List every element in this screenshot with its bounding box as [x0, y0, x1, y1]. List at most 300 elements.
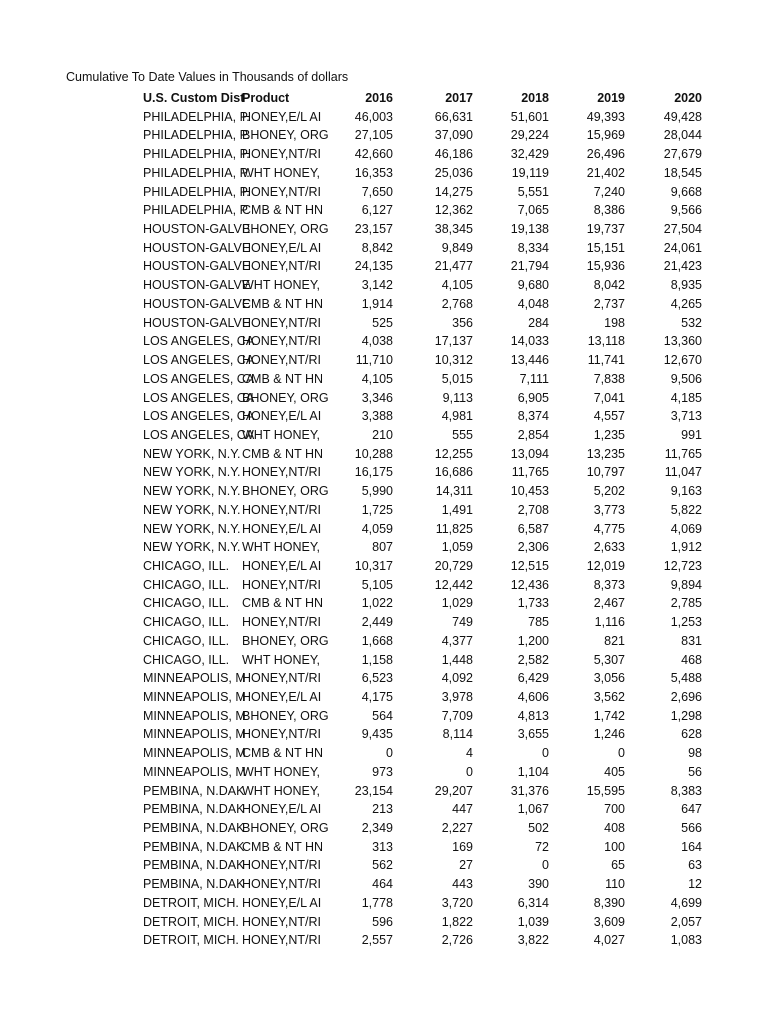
cell-value: 10,797 [586, 465, 625, 480]
cell-value: 42,660 [354, 147, 393, 162]
cell-value: 2,449 [361, 615, 393, 630]
cell-value: 27,679 [663, 147, 702, 162]
cell-value: 31,376 [510, 783, 549, 798]
cell-value: 628 [681, 727, 702, 742]
cell-value: 562 [372, 858, 393, 873]
cell-value: 29,207 [434, 783, 473, 798]
cell-dist: NEW YORK, N.Y. [143, 502, 241, 517]
cell-value: 7,111 [519, 371, 549, 386]
cell-value: 4 [466, 746, 473, 761]
cell-dist: DETROIT, MICH. [143, 914, 239, 929]
cell-dist: PEMBINA, N.DAK [143, 839, 245, 854]
cell-value: 29,224 [510, 128, 549, 143]
cell-product: HONEY,E/L AI [242, 895, 322, 910]
cell-value: 8,390 [593, 895, 625, 910]
cell-value: 5,551 [517, 184, 549, 199]
cell-value: 32,429 [510, 147, 549, 162]
cell-value: 49,428 [663, 109, 702, 124]
cell-value: 1,742 [593, 708, 625, 723]
cell-value: 807 [372, 540, 393, 555]
cell-dist: DETROIT, MICH. [143, 933, 239, 948]
table-caption: Cumulative To Date Values in Thousands of dollars [66, 70, 349, 84]
cell-value: 4,105 [441, 278, 473, 293]
cell-value: 4,092 [441, 671, 473, 686]
cell-value: 1,448 [441, 652, 473, 667]
cell-value: 4,606 [517, 690, 549, 704]
cell-product: BHONEY, ORG [242, 128, 329, 143]
cell-value: 8,042 [593, 278, 625, 293]
cell-value: 502 [528, 821, 549, 836]
cell-value: 0 [618, 746, 625, 761]
cell-value: 0 [386, 746, 393, 761]
cell-value: 51,601 [510, 109, 549, 124]
cell-value: 164 [681, 839, 702, 854]
cell-dist: MINNEAPOLIS, M [143, 690, 246, 704]
cell-value: 24,135 [354, 259, 393, 274]
cell-value: 6,429 [517, 671, 549, 686]
cell-value: 4,775 [593, 521, 625, 536]
cell-value: 16,686 [434, 465, 473, 480]
cell-value: 2,227 [441, 821, 473, 836]
cell-dist: NEW YORK, N.Y. [143, 465, 241, 480]
cell-value: 37,090 [434, 128, 473, 143]
cell-value: 700 [604, 802, 625, 817]
cell-value: 4,175 [361, 690, 393, 704]
cell-value: 5,488 [670, 671, 702, 686]
cell-value: 973 [372, 764, 393, 779]
cell-value: 15,936 [586, 259, 625, 274]
cell-value: 443 [452, 877, 473, 892]
cell-product: HONEY,E/L AI [242, 802, 322, 817]
cell-value: 15,595 [586, 783, 625, 798]
cell-value: 10,317 [354, 558, 393, 573]
cell-product: HONEY,NT/RI [242, 933, 321, 948]
cell-value: 1,039 [517, 914, 549, 929]
cell-value: 11,047 [664, 465, 702, 480]
cell-value: 3,142 [361, 278, 393, 293]
cell-dist: PHILADELPHIA, P. [143, 128, 250, 143]
cell-value: 8,373 [593, 577, 625, 592]
cell-dist: NEW YORK, N.Y. [143, 446, 241, 461]
cell-value: 49,393 [586, 109, 625, 124]
cell-value: 46,186 [434, 147, 473, 162]
cell-value: 1,059 [441, 540, 473, 555]
cell-value: 3,388 [361, 409, 393, 424]
cell-value: 2,349 [361, 821, 393, 836]
cell-value: 1,298 [670, 708, 702, 723]
cell-value: 2,737 [593, 296, 625, 311]
cell-product: HONEY,E/L AI [242, 521, 322, 536]
cell-value: 9,506 [670, 371, 702, 386]
cell-value: 12,255 [434, 446, 473, 461]
cell-value: 9,163 [670, 484, 702, 499]
cell-value: 28,044 [663, 128, 702, 143]
cell-value: 1,778 [361, 895, 393, 910]
cell-product: BHONEY, ORG [242, 222, 329, 237]
cell-dist: NEW YORK, N.Y. [143, 484, 241, 499]
cell-value: 14,275 [434, 184, 473, 199]
cell-value: 14,033 [510, 334, 549, 349]
cell-value: 16,175 [354, 465, 393, 480]
cell-dist: PEMBINA, N.DAK [143, 877, 245, 892]
cell-value: 4,048 [517, 296, 549, 311]
cell-value: 596 [372, 914, 393, 929]
cell-value: 2,057 [670, 914, 702, 929]
cell-value: 566 [681, 821, 702, 836]
cell-value: 38,345 [434, 222, 473, 237]
cell-value: 66,631 [434, 109, 473, 124]
cell-value: 2,696 [670, 690, 702, 704]
cell-value: 12,442 [434, 577, 473, 592]
cell-value: 8,374 [517, 409, 549, 424]
cell-value: 313 [372, 839, 393, 854]
cell-product: CMB & NT HN [242, 446, 324, 461]
cell-value: 12 [688, 877, 702, 892]
header-product: Product [242, 91, 290, 105]
cell-value: 11,765 [511, 465, 549, 480]
cell-dist: LOS ANGELES, CA [143, 390, 255, 405]
cell-value: 5,202 [593, 484, 625, 499]
cell-value: 831 [681, 633, 702, 648]
cell-value: 13,118 [587, 334, 625, 349]
cell-value: 1,253 [670, 615, 702, 630]
cell-value: 2,306 [517, 540, 549, 555]
cell-value: 10,312 [434, 353, 473, 368]
cell-value: 1,104 [517, 764, 549, 779]
cell-dist: MINNEAPOLIS, M [143, 727, 246, 742]
cell-value: 2,467 [593, 596, 625, 611]
cell-value: 2,582 [517, 652, 549, 667]
cell-value: 12,362 [434, 203, 473, 218]
cell-product: CMB & NT HN [242, 746, 324, 761]
cell-dist: LOS ANGELES, CA [143, 353, 255, 368]
cell-value: 4,185 [670, 390, 702, 405]
cell-value: 110 [605, 877, 625, 892]
cell-value: 5,990 [361, 484, 393, 499]
cell-value: 647 [681, 802, 702, 817]
header-dist: U.S. Custom Dist [143, 91, 245, 105]
cell-value: 11,765 [664, 446, 702, 461]
cell-value: 4,105 [361, 371, 393, 386]
cell-value: 1,158 [361, 652, 393, 667]
cell-value: 3,346 [361, 390, 393, 405]
cell-value: 19,119 [511, 165, 549, 180]
cell-value: 26,496 [586, 147, 625, 162]
cell-value: 169 [452, 839, 473, 854]
cell-value: 1,914 [361, 296, 393, 311]
cell-product: WHT HONEY, [242, 165, 321, 180]
cell-value: 11,710 [355, 353, 393, 368]
cell-value: 1,912 [670, 540, 702, 555]
header-year-2018: 2018 [521, 91, 549, 105]
cell-dist: HOUSTON-GALVE [143, 259, 251, 274]
cell-product: WHT HONEY, [242, 764, 321, 779]
cell-value: 8,383 [670, 783, 702, 798]
cell-value: 5,307 [593, 652, 625, 667]
cell-value: 3,720 [441, 895, 473, 910]
cell-dist: CHICAGO, ILL. [143, 615, 230, 630]
cell-value: 6,905 [517, 390, 549, 405]
cell-dist: PHILADELPHIA, P. [143, 184, 250, 199]
cell-value: 13,360 [663, 334, 702, 349]
cell-value: 7,240 [593, 184, 625, 199]
cell-value: 2,557 [361, 933, 393, 948]
cell-value: 17,137 [434, 334, 473, 349]
cell-value: 10,453 [510, 484, 549, 499]
cell-value: 356 [452, 315, 473, 330]
cell-dist: MINNEAPOLIS, M [143, 764, 246, 779]
cell-value: 16,353 [354, 165, 393, 180]
header-year-2016: 2016 [365, 91, 393, 105]
cell-value: 9,113 [442, 390, 473, 405]
cell-value: 23,154 [354, 783, 393, 798]
cell-value: 1,733 [517, 596, 549, 611]
cell-value: 27,504 [663, 222, 702, 237]
cell-value: 12,019 [586, 558, 625, 573]
cell-product: HONEY,NT/RI [242, 465, 321, 480]
cell-value: 564 [372, 708, 393, 723]
cell-dist: PHILADELPHIA, P. [143, 147, 250, 162]
cell-value: 1,083 [670, 933, 702, 948]
cell-value: 6,127 [361, 203, 393, 218]
cell-value: 468 [681, 652, 702, 667]
cell-product: HONEY,NT/RI [242, 147, 321, 162]
header-year-2017: 2017 [445, 91, 473, 105]
cell-value: 4,038 [361, 334, 393, 349]
cell-value: 1,022 [361, 596, 393, 611]
cell-product: HONEY,NT/RI [242, 858, 321, 873]
cell-value: 2,726 [441, 933, 473, 948]
cell-value: 1,200 [517, 633, 549, 648]
cell-product: HONEY,E/L AI [242, 109, 322, 124]
cell-value: 1,822 [441, 914, 473, 929]
cell-value: 4,981 [441, 409, 473, 424]
cell-value: 24,061 [663, 240, 702, 255]
cell-product: BHONEY, ORG [242, 390, 329, 405]
cell-product: HONEY,NT/RI [242, 671, 321, 686]
cell-dist: MINNEAPOLIS, M [143, 671, 246, 686]
cell-value: 525 [372, 315, 393, 330]
cell-value: 1,491 [441, 502, 473, 517]
cell-value: 408 [604, 821, 625, 836]
cell-value: 2,633 [593, 540, 625, 555]
cell-value: 13,094 [510, 446, 549, 461]
cell-value: 210 [372, 427, 393, 442]
cell-value: 3,609 [593, 914, 625, 929]
cell-product: WHT HONEY, [242, 783, 321, 798]
cell-value: 20,729 [434, 558, 473, 573]
cell-value: 18,545 [663, 165, 702, 180]
cell-value: 12,436 [510, 577, 549, 592]
cell-value: 1,246 [593, 727, 625, 742]
header-year-2019: 2019 [597, 91, 625, 105]
cell-value: 5,015 [441, 371, 473, 386]
cell-value: 3,978 [441, 690, 473, 704]
cell-product: CMB & NT HN [242, 371, 324, 386]
cell-value: 6,523 [361, 671, 393, 686]
cell-value: 4,027 [593, 933, 625, 948]
cell-product: HONEY,E/L AI [242, 690, 322, 704]
cell-product: HONEY,E/L AI [242, 558, 322, 573]
cell-value: 19,138 [510, 222, 549, 237]
cell-value: 15,151 [586, 240, 625, 255]
cell-value: 405 [604, 764, 625, 779]
cell-product: CMB & NT HN [242, 839, 324, 854]
cell-value: 14,311 [435, 484, 473, 499]
cell-dist: PEMBINA, N.DAK [143, 783, 245, 798]
cell-value: 3,822 [517, 933, 549, 948]
cell-value: 63 [688, 858, 702, 873]
cell-value: 7,709 [441, 708, 473, 723]
cell-value: 2,854 [517, 427, 549, 442]
cell-value: 21,794 [510, 259, 549, 274]
cell-value: 11,741 [587, 353, 625, 368]
cell-value: 4,377 [441, 633, 473, 648]
cell-value: 8,334 [517, 240, 549, 255]
cell-product: HONEY,E/L AI [242, 409, 322, 424]
cell-value: 3,713 [670, 409, 702, 424]
cell-value: 25,036 [434, 165, 473, 180]
cell-product: CMB & NT HN [242, 296, 324, 311]
cell-product: CMB & NT HN [242, 203, 324, 218]
cell-value: 9,894 [670, 577, 702, 592]
cell-value: 12,515 [510, 558, 549, 573]
cell-value: 1,116 [594, 615, 625, 630]
cell-value: 821 [604, 633, 625, 648]
cell-value: 0 [542, 746, 549, 761]
cell-value: 7,065 [517, 203, 549, 218]
cell-product: BHONEY, ORG [242, 633, 329, 648]
cell-dist: HOUSTON-GALVE [143, 315, 251, 330]
cell-value: 7,041 [593, 390, 625, 405]
cell-product: HONEY,NT/RI [242, 914, 321, 929]
cell-value: 56 [688, 764, 702, 779]
cell-product: HONEY,NT/RI [242, 727, 321, 742]
cell-value: 7,838 [593, 371, 625, 386]
cell-value: 1,029 [441, 596, 473, 611]
cell-value: 4,059 [361, 521, 393, 536]
cell-value: 1,725 [361, 502, 393, 517]
cell-value: 9,435 [361, 727, 393, 742]
cell-dist: HOUSTON-GALVE [143, 278, 251, 293]
cell-value: 13,446 [510, 353, 549, 368]
cell-value: 3,056 [593, 671, 625, 686]
cell-value: 4,069 [670, 521, 702, 536]
cell-value: 4,557 [593, 409, 625, 424]
cell-value: 7,650 [361, 184, 393, 199]
cell-value: 4,813 [517, 708, 549, 723]
cell-value: 9,849 [441, 240, 473, 255]
cell-value: 4,699 [670, 895, 702, 910]
cell-value: 12,723 [663, 558, 702, 573]
cell-product: WHT HONEY, [242, 427, 321, 442]
cell-value: 749 [452, 615, 473, 630]
cell-value: 27,105 [354, 128, 393, 143]
cell-value: 21,423 [663, 259, 702, 274]
cell-value: 72 [535, 839, 549, 854]
cell-value: 447 [452, 802, 473, 817]
cell-product: BHONEY, ORG [242, 484, 329, 499]
cell-value: 8,935 [670, 278, 702, 293]
cell-product: HONEY,NT/RI [242, 259, 321, 274]
cell-value: 2,768 [441, 296, 473, 311]
cell-product: BHONEY, ORG [242, 708, 329, 723]
cell-value: 9,680 [517, 278, 549, 293]
cell-value: 13,235 [586, 446, 625, 461]
cell-value: 464 [372, 877, 393, 892]
cell-value: 9,566 [670, 203, 702, 218]
cell-dist: LOS ANGELES, CA [143, 334, 255, 349]
cell-product: HONEY,NT/RI [242, 615, 321, 630]
cell-product: HONEY,NT/RI [242, 353, 321, 368]
cell-value: 1,235 [593, 427, 625, 442]
cell-value: 390 [528, 877, 549, 892]
cell-dist: LOS ANGELES, CA [143, 409, 255, 424]
cell-product: WHT HONEY, [242, 540, 321, 555]
cell-value: 1,668 [361, 633, 393, 648]
cell-value: 5,105 [361, 577, 393, 592]
cell-product: HONEY,NT/RI [242, 877, 321, 892]
cell-value: 198 [604, 315, 625, 330]
cell-dist: NEW YORK, N.Y. [143, 540, 241, 555]
cell-value: 10,288 [354, 446, 393, 461]
cell-dist: PHILADELPHIA, P. [143, 109, 250, 124]
cell-value: 213 [372, 802, 393, 817]
cell-dist: CHICAGO, ILL. [143, 558, 230, 573]
cell-dist: CHICAGO, ILL. [143, 596, 230, 611]
cell-value: 2,785 [670, 596, 702, 611]
cell-dist: CHICAGO, ILL. [143, 577, 230, 592]
cell-value: 12,670 [663, 353, 702, 368]
cell-value: 11,825 [435, 521, 473, 536]
cell-product: HONEY,NT/RI [242, 315, 321, 330]
cell-value: 785 [528, 615, 549, 630]
cell-dist: PEMBINA, N.DAK [143, 858, 245, 873]
cell-value: 6,314 [517, 895, 549, 910]
cell-dist: MINNEAPOLIS, M [143, 708, 246, 723]
cell-dist: HOUSTON-GALVE [143, 296, 251, 311]
cell-value: 27 [459, 858, 473, 873]
cell-product: WHT HONEY, [242, 278, 321, 293]
cell-dist: PHILADELPHIA, P. [143, 203, 250, 218]
cell-value: 9,668 [670, 184, 702, 199]
cell-dist: LOS ANGELES, CA [143, 427, 255, 442]
cell-dist: DETROIT, MICH. [143, 895, 239, 910]
cell-dist: HOUSTON-GALVE [143, 222, 251, 237]
cell-value: 98 [688, 746, 702, 761]
header-year-2020: 2020 [674, 91, 702, 105]
cell-value: 21,477 [434, 259, 473, 274]
cell-value: 8,114 [442, 727, 473, 742]
cell-value: 555 [452, 427, 473, 442]
cell-product: HONEY,E/L AI [242, 240, 322, 255]
cell-product: HONEY,NT/RI [242, 502, 321, 517]
cell-value: 0 [466, 764, 473, 779]
cell-dist: NEW YORK, N.Y. [143, 521, 241, 536]
cell-value: 1,067 [517, 802, 549, 817]
cell-dist: LOS ANGELES, CA [143, 371, 255, 386]
cell-value: 15,969 [586, 128, 625, 143]
cell-product: WHT HONEY, [242, 652, 321, 667]
cell-value: 6,587 [517, 521, 549, 536]
cell-value: 3,773 [593, 502, 625, 517]
cell-dist: CHICAGO, ILL. [143, 652, 230, 667]
cell-value: 3,562 [593, 690, 625, 704]
cell-dist: PEMBINA, N.DAK [143, 821, 245, 836]
cell-value: 3,655 [517, 727, 549, 742]
cell-value: 284 [528, 315, 549, 330]
cell-value: 8,386 [593, 203, 625, 218]
